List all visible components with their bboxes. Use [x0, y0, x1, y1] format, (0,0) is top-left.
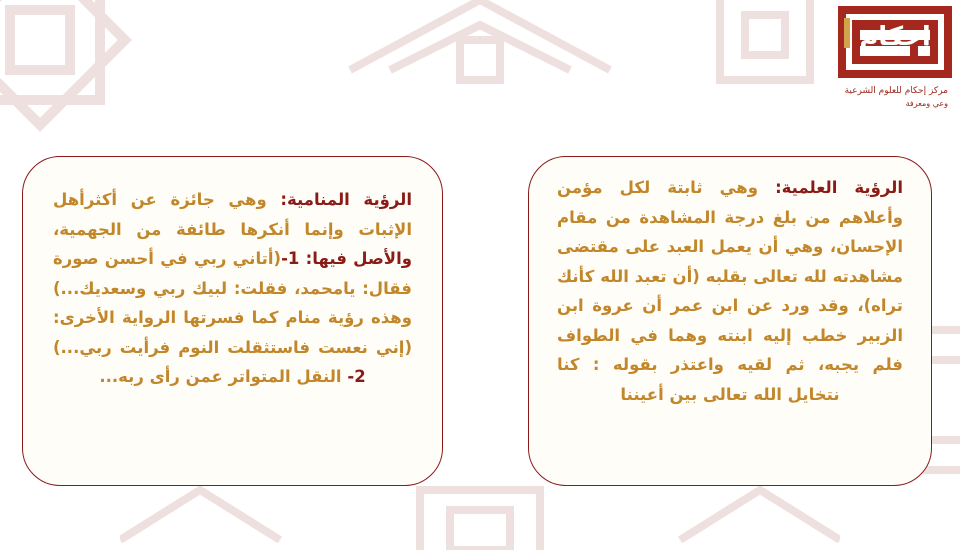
- card-heading: الرؤية العلمية:: [775, 178, 904, 197]
- card-dream-vision: [22, 156, 443, 486]
- background-ornament-top-center: [330, 0, 630, 90]
- list-number-2: 2-: [347, 367, 366, 386]
- background-ornament-top-right: [700, 0, 840, 100]
- card-body: وهي ثابتة لكل مؤمن وأعلاهم من بلغ درجة المشاهدة من مقام الإحسان، وهي أن يعمل العبد على مقتضى مشاهدته لله تعالى بقلبه (أن تعبد الله كأنك تراه)، وقد ورد عن ابن عمر أن عروة ابن الزبير خطب إليه ابنته وهما في الطواف فلم يجبه، ثم لقيه واعتذر بقوله : كنا نتخايل الله تعالى بين أعيننا: [557, 178, 903, 404]
- list-number-1: 1-: [281, 249, 300, 268]
- card-asl-label: والأصل فيها:: [305, 249, 412, 268]
- card-body-part3: النقل المتواتر عمن رأى ربه...: [99, 367, 342, 386]
- card-body-part1: وهي جائزة عن أكثرأهل الإثبات وإنما أنكرها طائفة من الجهمية،: [53, 190, 412, 239]
- background-ornament-top-left: [0, 0, 140, 140]
- card-scientific-vision: [528, 156, 932, 486]
- logo-tagline: وعي ومعرفة: [905, 99, 948, 108]
- brand-logo: [838, 6, 952, 106]
- logo-subtitle: مركز إحكام للعلوم الشرعية: [844, 86, 948, 96]
- card-body-part2: (أتاني ربي في أحسن صورة فقال: يامحمد، فقلت: لبيك ربي وسعديك...) وهذه رؤية منام كما فسرتها الرواية الأخرى: (إني نعست فاستثقلت النوم فرأيت ربي...): [53, 249, 412, 357]
- card-heading: الرؤية المنامية:: [280, 190, 413, 209]
- card-scientific-vision-text: [557, 173, 903, 409]
- logo-brand-name: إحكام: [859, 22, 931, 52]
- card-dream-vision-text: [53, 185, 412, 392]
